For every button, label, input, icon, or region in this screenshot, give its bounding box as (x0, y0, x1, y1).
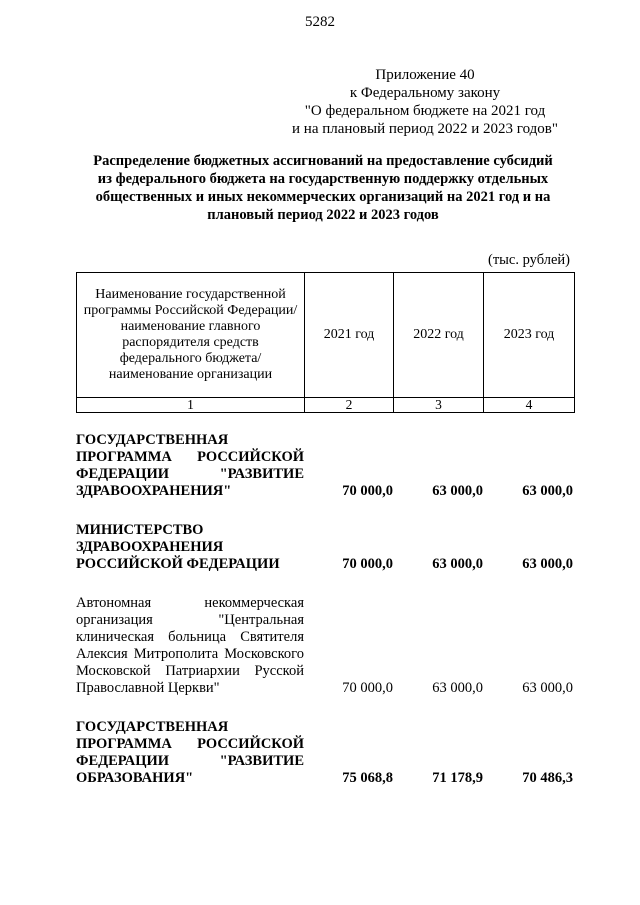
value-2022: 63 000,0 (432, 556, 483, 572)
column-number: 1 (77, 398, 305, 413)
page-number: 5282 (305, 14, 335, 30)
title-line: плановый период 2022 и 2023 годов (207, 207, 439, 223)
annex-header (292, 66, 558, 138)
value-2023: 63 000,0 (522, 483, 573, 499)
value-2022: 63 000,0 (432, 680, 483, 696)
row-name: ГОСУДАРСТВЕННАЯ ПРОГРАММА РОССИЙСКОЙ ФЕДЕРАЦИИ "РАЗВИТИЕ ЗДРАВООХРАНЕНИЯ" (76, 432, 304, 499)
value-2021: 70 000,0 (342, 680, 393, 696)
column-number: 4 (484, 398, 575, 413)
value-2023: 70 486,3 (522, 770, 573, 786)
value-2023: 63 000,0 (522, 680, 573, 696)
table-row (76, 522, 574, 573)
value-2022: 71 178,9 (432, 770, 483, 786)
value-2021: 75 068,8 (342, 770, 393, 786)
column-number: 2 (305, 398, 394, 413)
annex-line: к Федеральному закону (349, 85, 501, 101)
title-line: из федерального бюджета на государственную поддержку отдельных (97, 171, 549, 187)
annex-line: Приложение 40 (375, 67, 475, 83)
annex-line: "О федеральном бюджете на 2021 год (304, 103, 546, 119)
row-name: ГОСУДАРСТВЕННАЯ ПРОГРАММА РОССИЙСКОЙ ФЕДЕРАЦИИ "РАЗВИТИЕ ОБРАЗОВАНИЯ" (76, 719, 304, 786)
budget-table-header (76, 272, 575, 413)
header-2021: 2021 год (305, 273, 394, 398)
table-row (76, 432, 574, 500)
units-label: (тыс. рублей) (488, 252, 570, 268)
title-line: Распределение бюджетных ассигнований на предоставление субсидий (93, 153, 553, 169)
header-2022: 2022 год (394, 273, 484, 398)
column-number: 3 (394, 398, 484, 413)
row-name: Автономная некоммерческая организация "Центральная клиническая больница Святителя Алексия Митрополита Московского Московской Патриархии Русской Православной Церкви" (76, 595, 304, 696)
table-row (76, 719, 574, 787)
budget-rows (76, 432, 574, 787)
value-2021: 70 000,0 (342, 483, 393, 499)
value-2022: 63 000,0 (432, 483, 483, 499)
header-name-column: Наименование государственной программы Российской Федерации/наименование главного распорядителя средств федерального бюджета/наименование организации (77, 273, 305, 398)
value-2023: 63 000,0 (522, 556, 573, 572)
row-name: МИНИСТЕРСТВО ЗДРАВООХРАНЕНИЯ РОССИЙСКОЙ ФЕДЕРАЦИИ (76, 522, 280, 572)
header-2023: 2023 год (484, 273, 575, 398)
title-line: общественных и иных некоммерческих организаций на 2021 год и на (95, 189, 551, 205)
annex-line: и на плановый период 2022 и 2023 годов" (292, 121, 558, 137)
document-title (78, 152, 568, 224)
value-2021: 70 000,0 (342, 556, 393, 572)
table-row (76, 595, 574, 697)
